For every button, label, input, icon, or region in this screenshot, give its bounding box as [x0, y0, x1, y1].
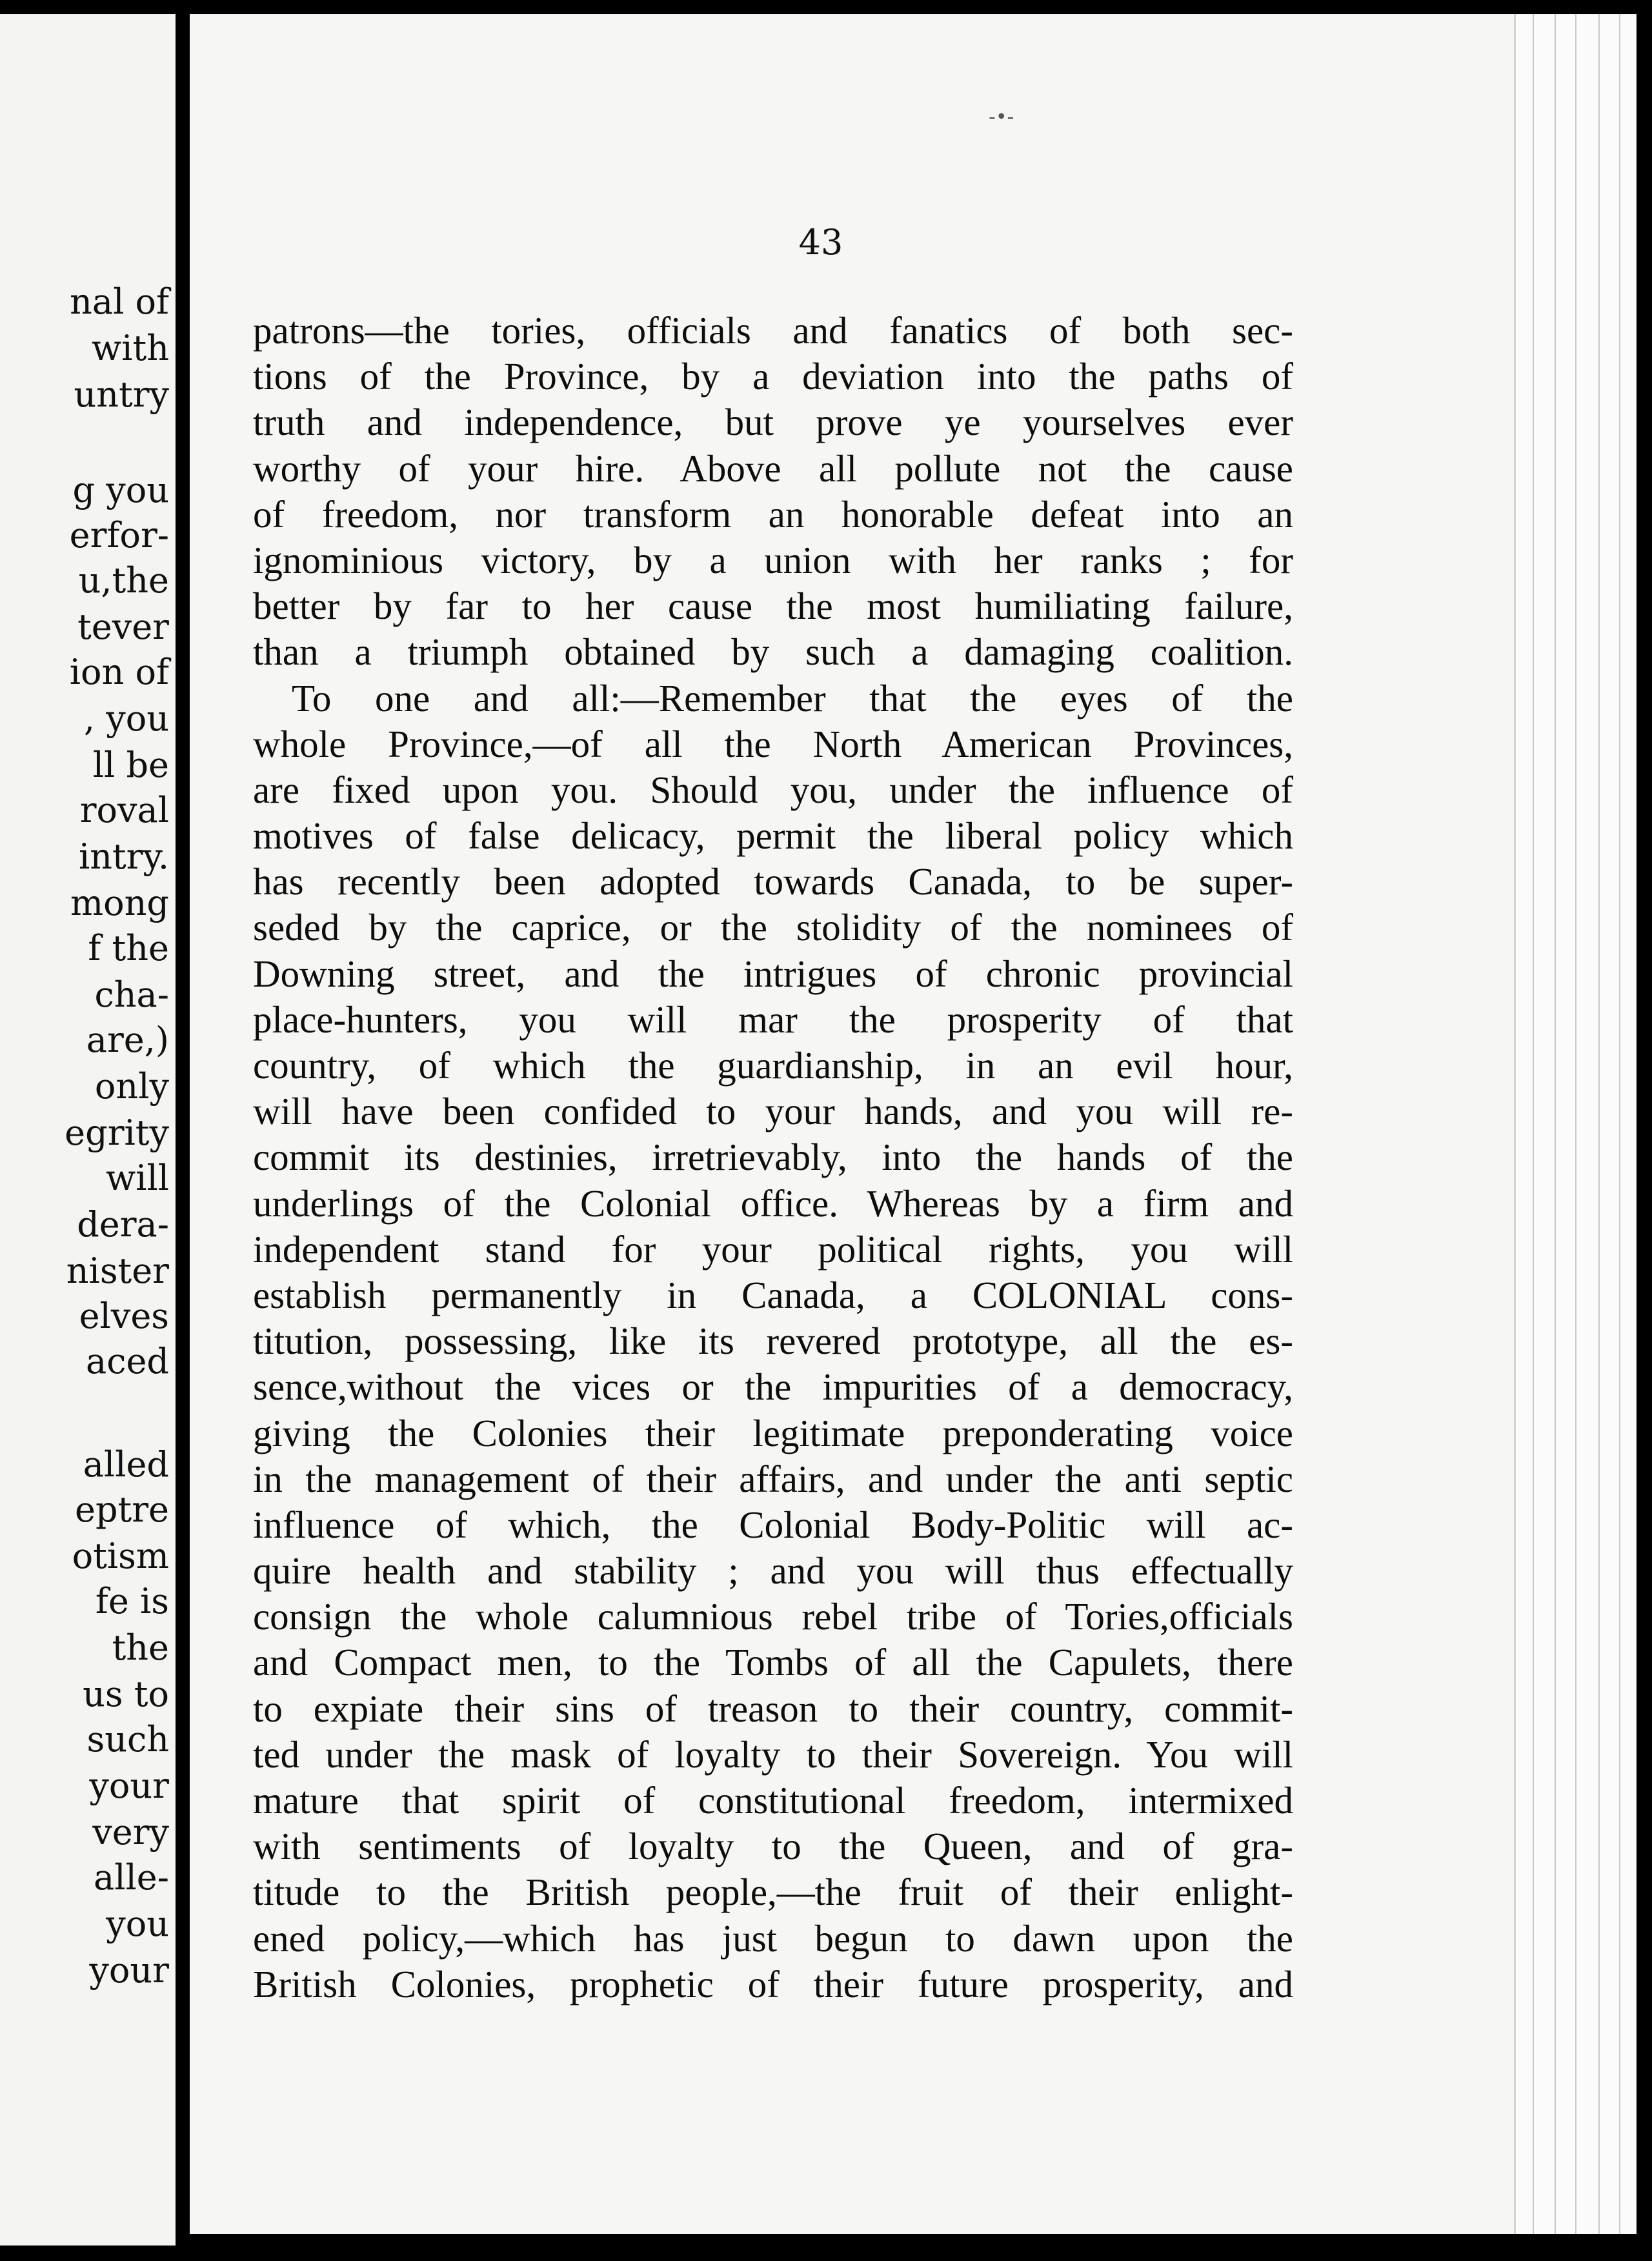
left-page-line: are,)	[86, 1020, 169, 1060]
text-line: giving the Colonies their legitimate preponderating voice	[253, 1411, 1293, 1454]
main-page	[190, 14, 1514, 2234]
left-page-line: roval	[79, 790, 169, 830]
text-line: country, of which the guardianship, in an evil hour,	[253, 1044, 1293, 1087]
text-line: better by far to her cause the most humiliating failure,	[253, 585, 1293, 628]
left-page-line: nal of	[70, 281, 169, 322]
text-line: tions of the Province, by a deviation into the paths of	[253, 355, 1293, 398]
left-page-line: you	[106, 1904, 169, 1944]
left-page-line: the	[112, 1627, 169, 1668]
text-line: titude to the British people,—the fruit of their enlight-	[253, 1871, 1293, 1914]
text-line: with sentiments of loyalty to the Queen, and of gra-	[253, 1825, 1293, 1868]
left-page-line: untry	[74, 374, 169, 415]
left-page-line: fe is	[95, 1581, 169, 1622]
left-page-line: alled	[83, 1444, 169, 1485]
left-page-line: dera-	[77, 1204, 169, 1245]
text-line: has recently been adopted towards Canada, to be super-	[253, 860, 1293, 903]
left-page-line: very	[92, 1812, 169, 1853]
text-line: whole Province,—of all the North American Provinces,	[253, 722, 1293, 765]
text-line: than a triumph obtained by such a damaging coalition.	[253, 630, 1293, 674]
text-line: seded by the caprice, or the stolidity of the nominees of	[253, 906, 1293, 949]
text-line: worthy of your hire. Above all pollute not the cause	[253, 447, 1293, 490]
text-line: titution, possessing, like its revered prototype, all the es-	[253, 1320, 1293, 1363]
text-line: of freedom, nor transform an honorable defeat into an	[253, 492, 1293, 536]
left-page-line: elves	[79, 1296, 169, 1336]
text-line: motives of false delicacy, permit the liberal policy which	[253, 814, 1293, 858]
text-line: consign the whole calumnious rebel tribe of Tories,officials	[253, 1595, 1293, 1638]
text-line: and Compact men, to the Tombs of all the Capulets, there	[253, 1641, 1293, 1684]
text-line: underlings of the Colonial office. Whereas by a firm and	[253, 1181, 1293, 1225]
left-page-line: cha-	[94, 974, 169, 1015]
left-page-line: g you	[72, 470, 169, 510]
left-page-line: only	[94, 1066, 169, 1107]
left-page-line: nister	[66, 1251, 169, 1291]
text-line: mature that spirit of constitutional freedom, intermixed	[253, 1779, 1293, 1822]
text-line: To one and all:—Remember that the eyes of the	[292, 676, 1293, 719]
text-line: establish permanently in Canada, a COLONIAL cons-	[253, 1273, 1293, 1316]
book-gutter	[176, 14, 190, 2246]
body-text	[253, 308, 1293, 2007]
text-line: influence of which, the Colonial Body-Politic will ac-	[253, 1503, 1293, 1546]
left-page-line: us to	[83, 1674, 169, 1714]
left-page-line: will	[105, 1158, 169, 1198]
left-page-line: alle-	[94, 1857, 169, 1898]
left-page-line: aced	[86, 1341, 169, 1382]
left-page-line: egrity	[65, 1112, 169, 1153]
left-page-line: erfor-	[69, 515, 169, 556]
text-line: ened policy,—which has just begun to dawn upon the	[253, 1916, 1293, 1960]
text-line: sence,without the vices or the impurities of a democracy,	[253, 1365, 1293, 1409]
text-line: independent stand for your political rights, you will	[253, 1227, 1293, 1271]
text-line: commit its destinies, irretrievably, into the hands of the	[253, 1136, 1293, 1179]
left-page-line: ion of	[69, 652, 169, 692]
page-number: 43	[798, 222, 843, 263]
text-line: Downing street, and the intrigues of chronic provincial	[253, 952, 1293, 995]
text-line: place-hunters, you will mar the prosperity of that	[253, 998, 1293, 1041]
text-line: quire health and stability ; and you will thus effectually	[253, 1549, 1293, 1593]
text-line: truth and independence, but prove ye yourselves ever	[253, 401, 1293, 444]
page-stack-edge	[1514, 14, 1638, 2234]
left-page-line: u,the	[78, 560, 169, 601]
left-page-fragment	[0, 14, 176, 2246]
stray-ink-mark: -•-	[989, 106, 1014, 128]
left-page-line: , you	[83, 698, 169, 739]
left-page-line: otism	[72, 1536, 169, 1576]
left-page-line: mong	[70, 883, 169, 923]
left-page-line: such	[86, 1719, 169, 1760]
text-line: are fixed upon you. Should you, under the influence of	[253, 768, 1293, 811]
text-line: to expiate their sins of treason to their country, commit-	[253, 1687, 1293, 1730]
left-page-line: your	[89, 1765, 169, 1806]
text-line: patrons—the tories, officials and fanatics of both sec-	[253, 309, 1293, 352]
text-line: in the management of their affairs, and under the anti septic	[253, 1457, 1293, 1500]
left-page-line: your	[89, 1950, 169, 1991]
left-page-line: intry.	[78, 836, 169, 877]
scan-border	[1637, 0, 1652, 2261]
left-page-line: tever	[77, 607, 169, 647]
text-line: will have been confided to your hands, and you will re-	[253, 1090, 1293, 1133]
text-line: ignominious victory, by a union with her ranks ; for	[253, 538, 1293, 581]
left-page-line: f the	[88, 928, 169, 969]
left-page-line: ll be	[92, 745, 169, 785]
left-page-line: with	[92, 328, 169, 368]
text-line: ted under the mask of loyalty to their Sovereign. You will	[253, 1733, 1293, 1776]
left-page-line: eptre	[75, 1489, 169, 1530]
text-line: British Colonies, prophetic of their future prosperity, and	[253, 1962, 1293, 2005]
